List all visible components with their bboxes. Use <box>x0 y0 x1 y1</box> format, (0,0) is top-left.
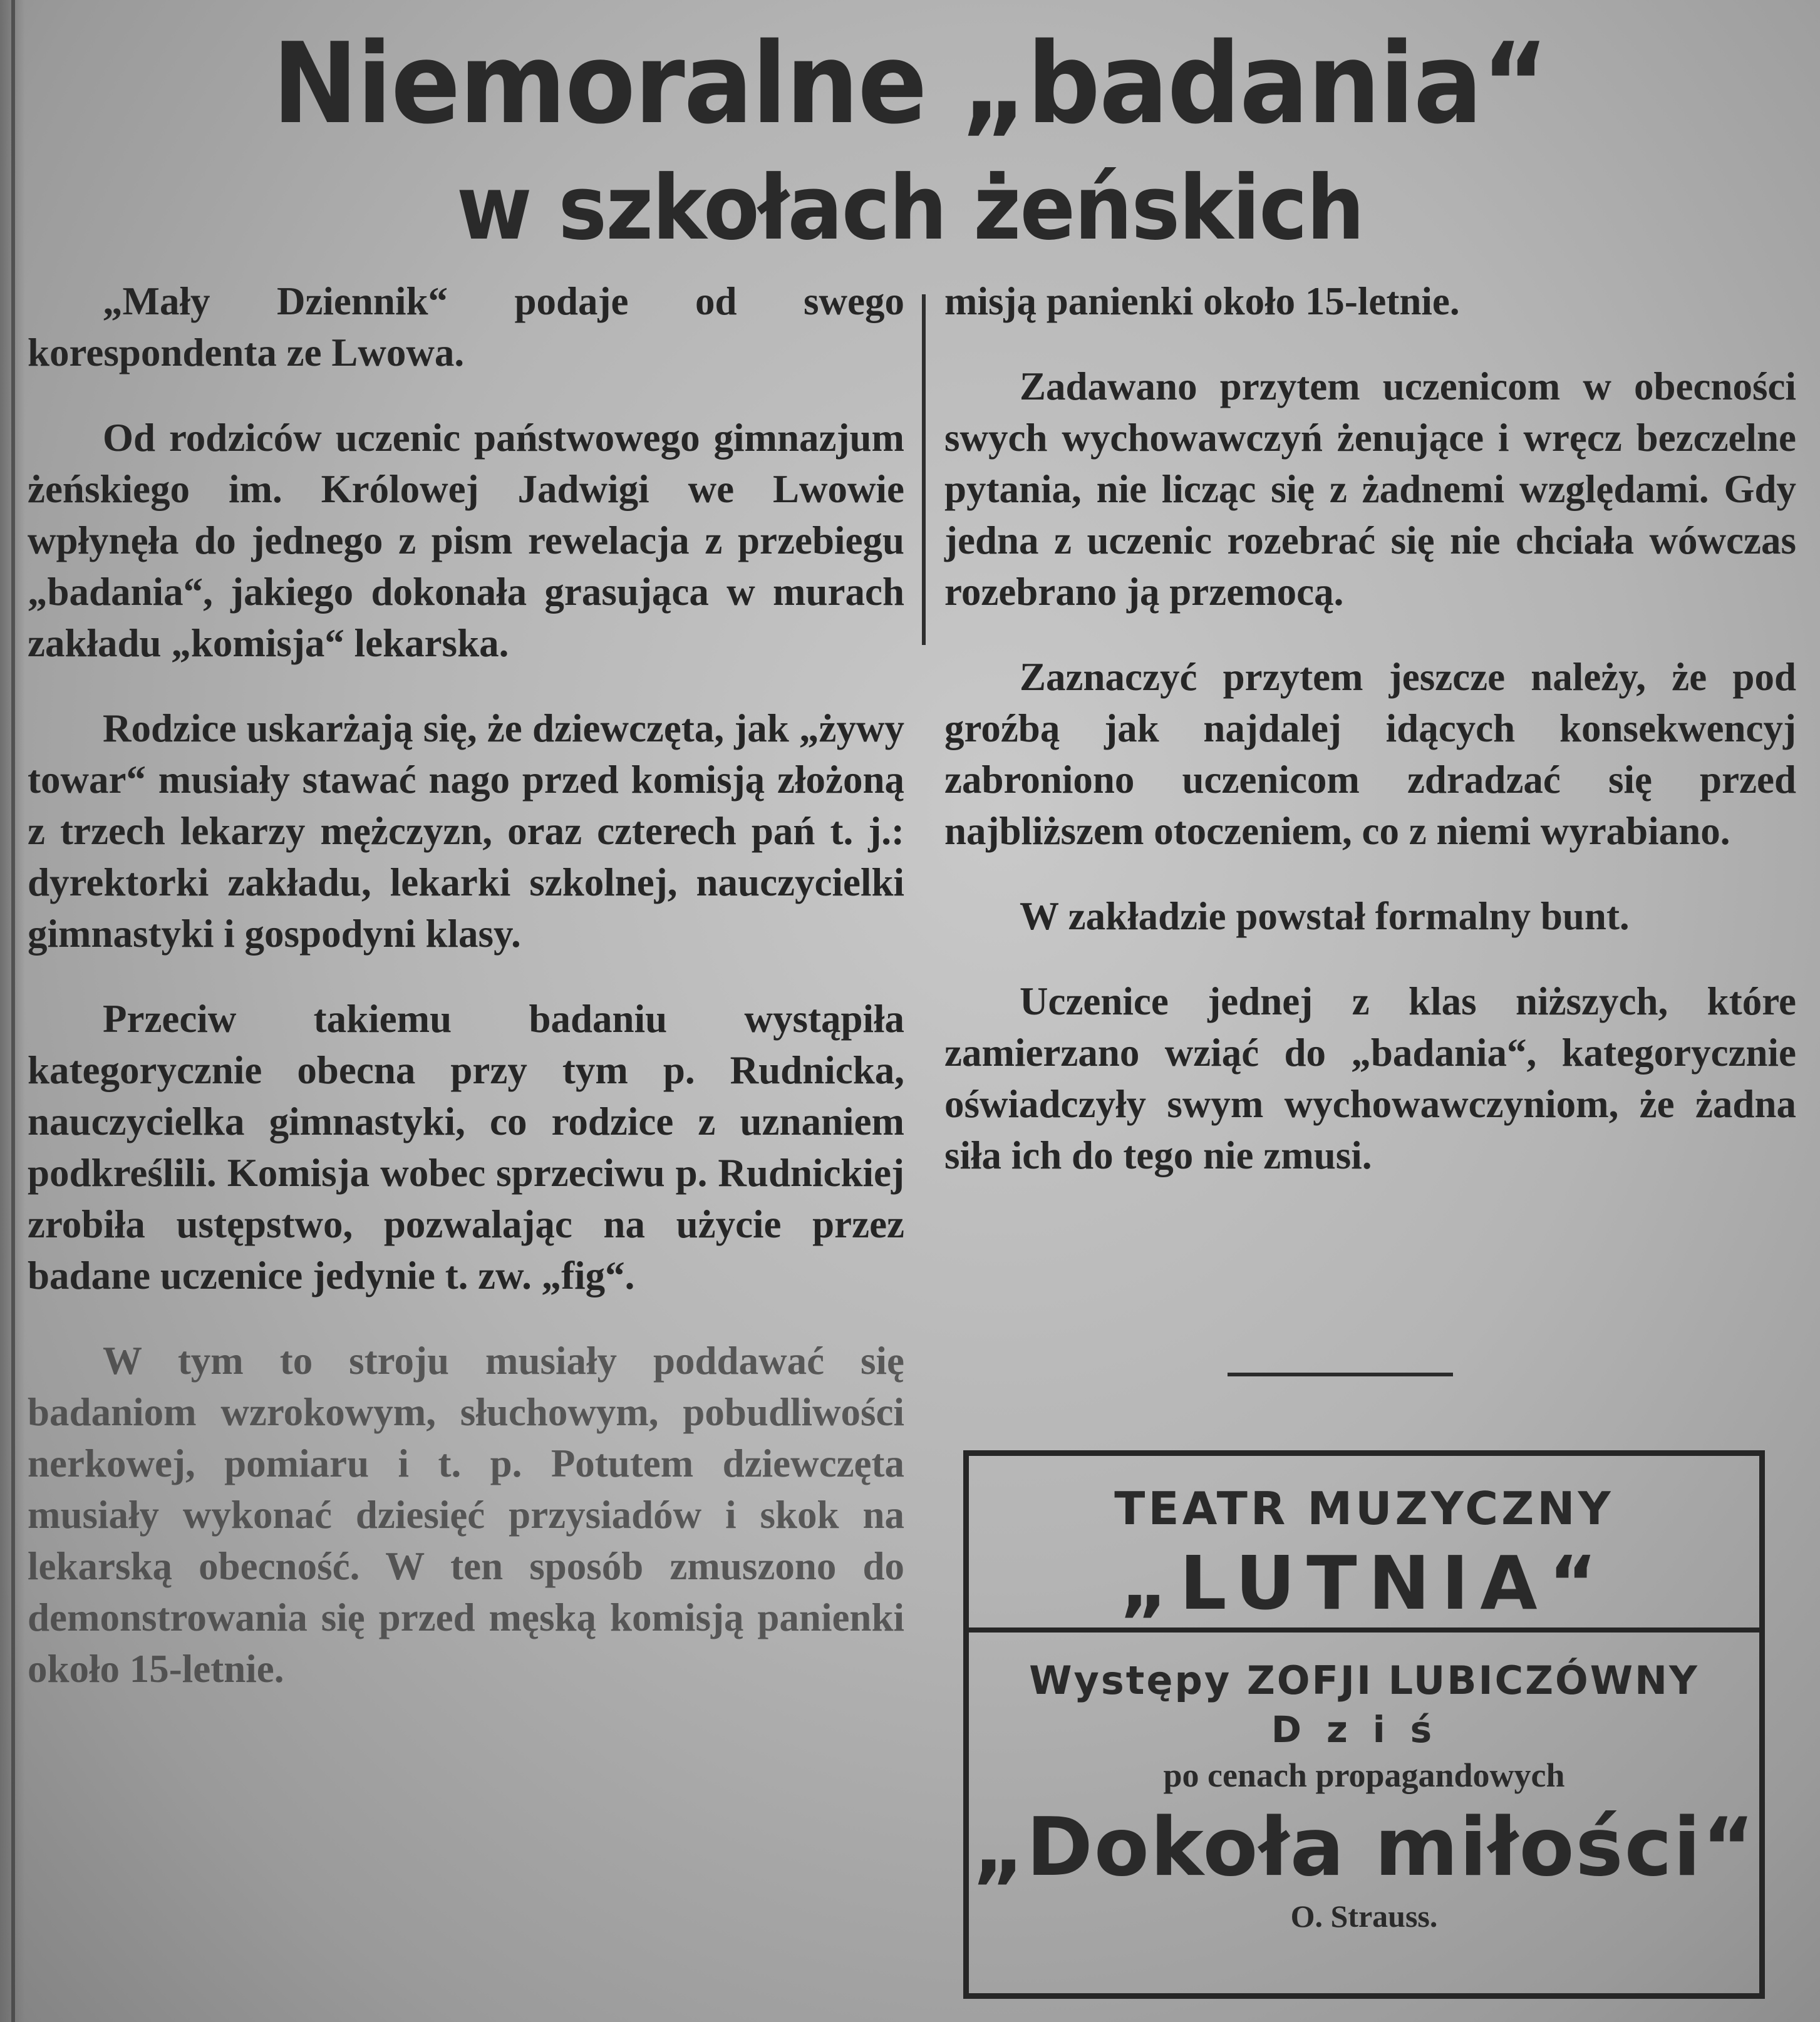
article-right-column <box>944 276 1796 1215</box>
article-end-rule <box>1228 1373 1453 1376</box>
ad-body <box>969 1633 1759 1993</box>
ad-header <box>969 1456 1759 1633</box>
ad-price-note: po cenach propagandowych <box>1163 1756 1565 1794</box>
ad-composer: O. Strauss. <box>1290 1899 1438 1934</box>
paragraph-objection: Przeciw takiemu badaniu wystąpiła kategorycznie obecna przy tym p. Rudnicka, nauczycielka gimnastyki, co rodzice z uznaniem podkreślili. Komisja wobec sprzeciwu p. Rudnickiej zrobiła ustępstwo, pozwalając na użycie przez badane uczenice jedynie t. zw. „fig“. <box>28 997 904 1297</box>
article-left-column <box>28 276 904 1728</box>
paragraph-report: Od rodziców uczenic państwowego gimnazjum żeńskiego im. Królowej Jadwigi we Lwowie wpłynęła do jednego z pism rewelacja z przebiegu „badania“, jakiego dokonała grasująca w murach zakładu „komisja“ lekarska. <box>28 416 904 665</box>
ad-theatre-name: „LUTNIA“ <box>1119 1540 1609 1626</box>
paragraph-parents: Rodzice uskarżają się, że dziewczęta, jak „żywy towar“ musiały stawać nago przed komisją złożoną z trzech lekarzy mężczyzn, oraz czterech pań t. j.: dyrektorki zakładu, lekarki szkolnej, nauczycielki gimnastyki i gospodyni klasy. <box>28 706 904 956</box>
paragraph-questions: Zadawano przytem uczenicom w obecności swych wychowawczyń żenujące i wręcz bezczelne pytania, nie licząc się z żadnemi względami. Gdy jedna z uczenic rozebrać się nie chciała wówczas rozebrano ją przemocą. <box>944 364 1796 614</box>
headline-line-1: Niemoralne „badania“ <box>272 19 1548 148</box>
left-margin-rule <box>11 0 15 2022</box>
ad-today: Dziś <box>1271 1708 1457 1751</box>
paragraph-examinations: W tym to stroju musiały poddawać się badaniom wzrokowym, słuchowym, pobudliwości nerkowej, pomiaru i t. p. Potutem dziewczęta musiały wykonać dziesięć przysiadów i skok na lekarską obecność. W ten sposób zmuszono do demonstrowania się przed męską komisją panienki około 15-letnie. <box>28 1339 904 1691</box>
column-divider-rule <box>922 294 926 645</box>
headline-line-2: w szkołach żeńskich <box>456 157 1364 260</box>
paragraph-threats: Zaznaczyć przytem jeszcze należy, że pod groźbą jak najdalej idących konsekwencyj zabroniono uczenicom zdradzać się przed najbliższem otoczeniem, co z niemi wyrabiano. <box>944 655 1796 853</box>
ad-performance: Występy ZOFJI LUBICZÓWNY <box>1029 1658 1699 1703</box>
paragraph-intro: „Mały Dziennik“ podaje od swego korespondenta ze Lwowa. <box>28 279 904 374</box>
ad-show-title: „Dokoła miłości“ <box>972 1801 1756 1894</box>
ad-theatre-title: TEATR MUZYCZNY <box>1114 1482 1614 1535</box>
paragraph-revolt: W zakładzie powstał formalny bunt. <box>1020 894 1630 938</box>
paragraph-continuation: misją panienki około 15-letnie. <box>944 279 1460 323</box>
theatre-advertisement <box>963 1450 1765 1999</box>
paragraph-refusal: Uczenice jednej z klas niższych, które zamierzano wziąć do „badania“, kategorycznie oświadczyły swym wychowawczyniom, że żadna siła ich do tego nie zmusi. <box>944 979 1796 1177</box>
